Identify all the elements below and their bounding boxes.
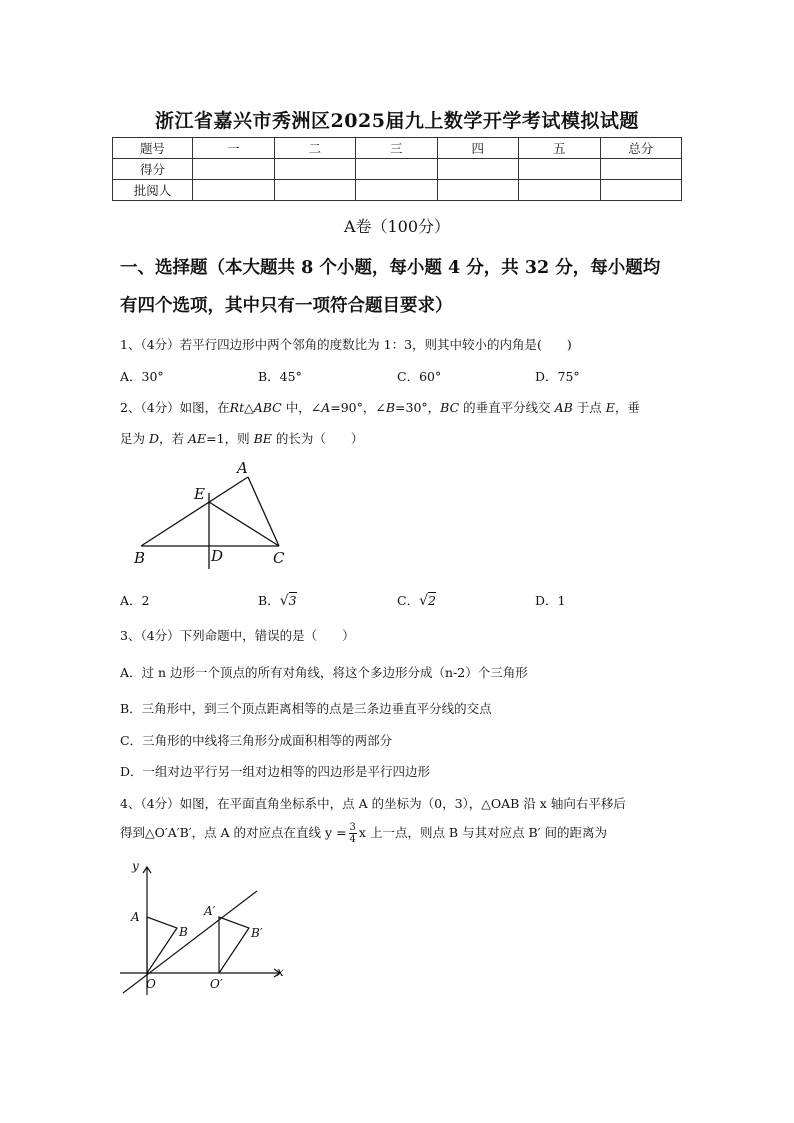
score-table [112, 137, 682, 201]
score-cell[interactable] [274, 180, 356, 201]
label-y: y [132, 859, 139, 873]
q2-option-d[interactable]: D．1 [535, 593, 566, 608]
volume-label: A卷（100分） [343, 217, 451, 236]
sqrt-icon: √ [279, 593, 289, 609]
score-cell[interactable] [600, 159, 682, 180]
label-a: A [131, 910, 140, 924]
score-cell[interactable] [437, 159, 519, 180]
label-b: B [134, 549, 146, 567]
q3-option-b[interactable]: B．三角形中，到三个顶点距离相等的点是三条边垂直平分线的交点 [120, 701, 492, 716]
label-b: B [179, 925, 188, 939]
section-heading-line1: 一、选择题（本大题共 8 个小题，每小题 4 分，共 32 分，每小题均 [120, 258, 661, 278]
label-o: O [146, 977, 156, 991]
sqrt-icon: √ [419, 593, 428, 609]
score-row-label: 得分 [113, 159, 193, 180]
score-header-cell: 五 [519, 138, 601, 159]
score-cell[interactable] [356, 180, 438, 201]
score-cell[interactable] [519, 159, 601, 180]
score-row-label: 批阅人 [113, 180, 193, 201]
score-cell[interactable] [274, 159, 356, 180]
label-o-prime: O′ [210, 977, 223, 991]
label-x: x [277, 965, 284, 979]
q3-stem: 3、（4分）下列命题中，错误的是（ ） [120, 628, 355, 643]
q4-stem-line1: 4、（4分）如图，在平面直角坐标系中，点 A 的坐标为（0，3），△OAB 沿 x 轴向右平移后 [120, 796, 626, 811]
q2-stem-line2: 足为 D，若 AE=1，则 BE 的长为（ ） [120, 431, 364, 446]
score-cell[interactable] [356, 159, 438, 180]
q1-option-d[interactable]: D．75° [535, 369, 580, 384]
q3-option-a[interactable]: A．过 n 边形一个顶点的所有对角线，将这个多边形分成（n-2）个三角形 [120, 665, 528, 680]
section-heading-line2: 有四个选项，其中只有一项符合题目要求） [120, 296, 453, 316]
score-header-cell: 一 [193, 138, 275, 159]
score-cell[interactable] [193, 180, 275, 201]
q3-option-c[interactable]: C．三角形的中线将三角形分成面积相等的两部分 [120, 733, 393, 748]
triangle-oab [147, 917, 177, 973]
label-a: A [237, 459, 248, 477]
q2-option-c[interactable]: C．√2 [397, 593, 436, 609]
q2-triangle-figure [120, 455, 310, 575]
q4-coordinate-figure [115, 855, 295, 1005]
q3-option-d[interactable]: D．一组对边平行另一组对边相等的四边形是平行四边形 [120, 764, 431, 779]
q2-stem-line1: 2、（4分）如图，在Rt△ABC 中，∠A=90°，∠B=30°，BC 的垂直平分线交 AB 于点 E，垂 [120, 400, 640, 415]
score-header-cell: 总分 [600, 138, 682, 159]
score-table-row [113, 159, 682, 180]
q2-option-a[interactable]: A．2 [120, 593, 150, 608]
score-cell[interactable] [193, 159, 275, 180]
score-header-cell: 二 [274, 138, 356, 159]
score-cell[interactable] [437, 180, 519, 201]
score-table-header-row [113, 138, 682, 159]
q2-option-b[interactable]: B．√3 [258, 593, 297, 609]
label-d: D [211, 547, 224, 565]
score-cell[interactable] [519, 180, 601, 201]
score-table-row [113, 180, 682, 201]
triangle-o2a2b2 [219, 917, 249, 973]
label-b-prime: B′ [251, 926, 263, 940]
q1-stem: 1、（4分）若平行四边形中两个邻角的度数比为 1：3，则其中较小的内角是( ) [120, 337, 572, 352]
score-cell[interactable] [600, 180, 682, 201]
q4-stem-line2: 得到△O′A′B′，点 A 的对应点在直线 y = $\frac{3}{4}$ x 上一点，则点 B 与其对应点 B′ 间的距离为 [120, 822, 608, 845]
score-header-cell: 题号 [113, 138, 193, 159]
q1-option-a[interactable]: A．30° [120, 369, 164, 384]
q1-option-b[interactable]: B．45° [258, 369, 302, 384]
score-header-cell: 四 [437, 138, 519, 159]
label-e: E [194, 485, 205, 503]
line-y-3-4x [123, 891, 257, 993]
label-a-prime: A′ [204, 904, 216, 918]
document-title: 浙江省嘉兴市秀洲区2025届九上数学开学考试模拟试题 [155, 110, 639, 132]
fraction: $\frac{3}{4}$ [349, 822, 356, 845]
q1-option-c[interactable]: C．60° [397, 369, 442, 384]
score-header-cell: 三 [356, 138, 438, 159]
label-c: C [273, 549, 285, 567]
